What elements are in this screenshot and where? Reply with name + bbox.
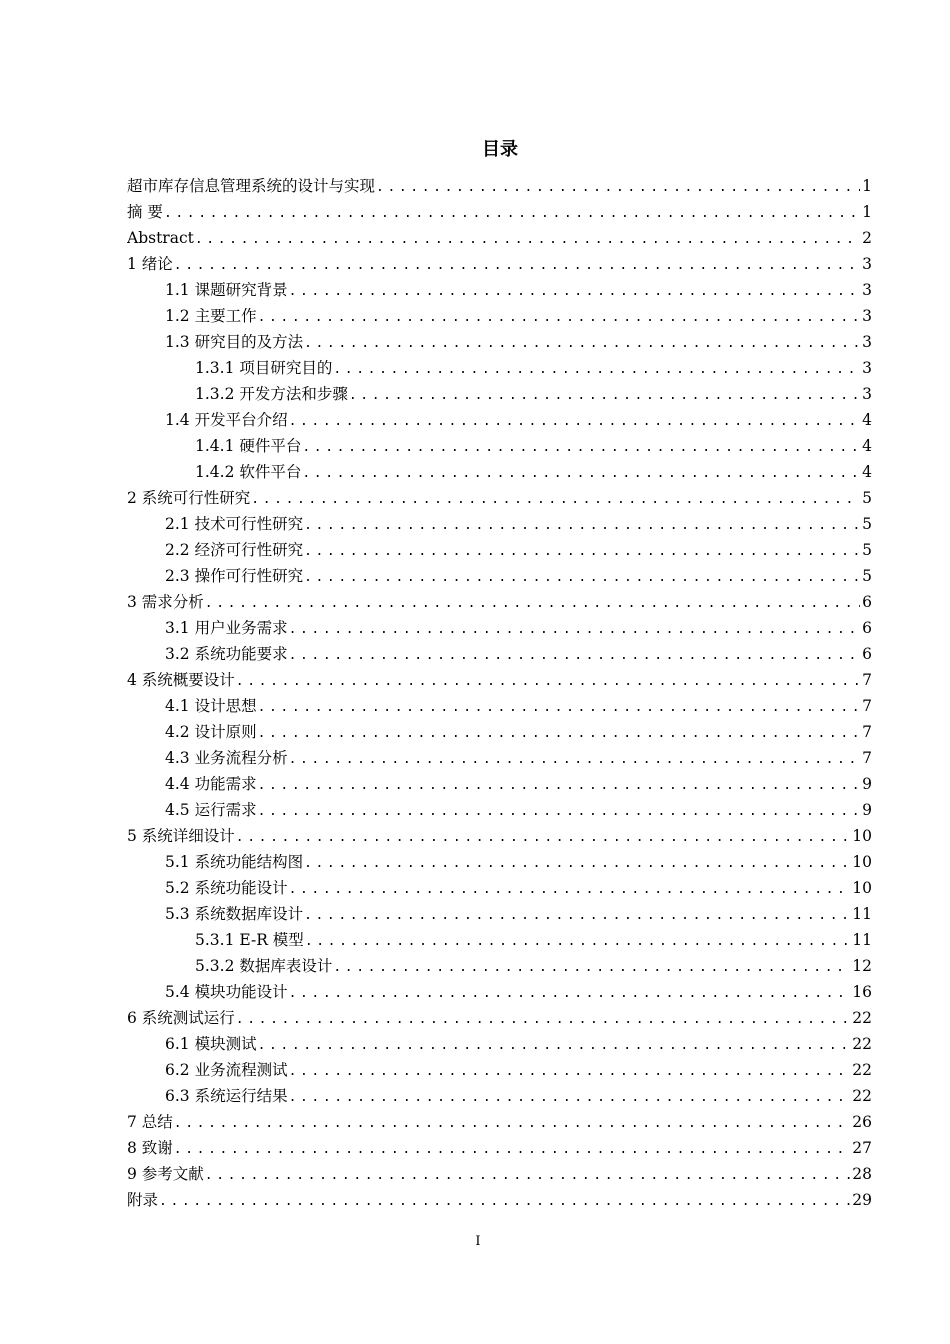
toc-dot-leader — [304, 513, 860, 537]
toc-entry-label: Abstract — [127, 229, 194, 247]
toc-dot-leader — [304, 331, 860, 355]
toc-entry[interactable] — [127, 277, 872, 303]
toc-dot-leader — [289, 643, 861, 667]
toc-entry[interactable] — [127, 173, 872, 199]
toc-entry-page: 27 — [852, 1139, 872, 1157]
toc-entry-page: 7 — [862, 697, 872, 715]
toc-entry-page: 7 — [862, 749, 872, 767]
toc-entry[interactable] — [127, 407, 872, 433]
toc-entry[interactable] — [127, 381, 872, 407]
toc-entry-page: 3 — [862, 385, 872, 403]
toc-dot-leader — [174, 1137, 850, 1161]
toc-dot-leader — [205, 591, 860, 615]
toc-entry-label: 5.4 模块功能设计 — [165, 983, 288, 1001]
toc-entry-page: 16 — [852, 983, 872, 1001]
toc-entry[interactable] — [127, 1187, 872, 1213]
toc-entry-label: 1.3 研究目的及方法 — [165, 333, 304, 351]
toc-title: 目录 — [482, 139, 518, 160]
toc-entry[interactable] — [127, 251, 872, 277]
toc-entry-page: 6 — [862, 593, 872, 611]
toc-dot-leader — [174, 253, 860, 277]
toc-entry[interactable] — [127, 849, 872, 875]
toc-dot-leader — [376, 175, 860, 199]
toc-entry[interactable] — [127, 563, 872, 589]
toc-dot-leader — [302, 435, 860, 459]
toc-dot-leader — [258, 695, 861, 719]
toc-dot-leader — [304, 539, 860, 563]
toc-entry-label: 8 致谢 — [127, 1139, 173, 1157]
toc-entry[interactable] — [127, 303, 872, 329]
toc-entry[interactable] — [127, 615, 872, 641]
toc-entry-page: 3 — [862, 255, 872, 273]
toc-entry-label: 3.2 系统功能要求 — [165, 645, 288, 663]
toc-entry-label: 1.4.2 软件平台 — [195, 463, 302, 481]
toc-entry-label: 2.2 经济可行性研究 — [165, 541, 304, 559]
toc-entry[interactable] — [127, 459, 872, 485]
toc-entry-label: 4.2 设计原则 — [165, 723, 257, 741]
toc-dot-leader — [289, 279, 861, 303]
toc-entry-page: 1 — [862, 203, 872, 221]
toc-entry-page: 4 — [862, 411, 872, 429]
toc-entry-label: 1.4.1 硬件平台 — [195, 437, 302, 455]
toc-dot-leader — [164, 201, 860, 225]
toc-entry-label: 附录 — [127, 1191, 159, 1209]
toc-dot-leader — [258, 1033, 851, 1057]
toc-entry-label: 6 系统测试运行 — [127, 1009, 235, 1027]
toc-entry-label: 5.1 系统功能结构图 — [165, 853, 304, 871]
toc-dot-leader — [333, 955, 850, 979]
toc-entry-page: 12 — [852, 957, 872, 975]
toc-entry-label: 2 系统可行性研究 — [127, 489, 251, 507]
toc-entry-page: 22 — [852, 1009, 872, 1027]
toc-dot-leader — [289, 747, 861, 771]
table-of-contents — [127, 173, 872, 1213]
toc-dot-leader — [159, 1189, 850, 1213]
toc-entry[interactable] — [127, 1031, 872, 1057]
toc-dot-leader — [236, 1007, 850, 1031]
toc-dot-leader — [258, 305, 861, 329]
toc-entry[interactable] — [127, 641, 872, 667]
toc-entry-label: 1 绪论 — [127, 255, 173, 273]
toc-entry-page: 9 — [862, 801, 872, 819]
toc-entry[interactable] — [127, 1005, 872, 1031]
toc-entry[interactable] — [127, 433, 872, 459]
toc-entry-label: 4.5 运行需求 — [165, 801, 257, 819]
toc-dot-leader — [251, 487, 860, 511]
toc-dot-leader — [289, 981, 851, 1005]
toc-entry-page: 4 — [862, 463, 872, 481]
toc-entry[interactable] — [127, 875, 872, 901]
toc-entry-label: 2.3 操作可行性研究 — [165, 567, 304, 585]
toc-dot-leader — [289, 877, 851, 901]
toc-entry-label: 1.1 课题研究背景 — [165, 281, 288, 299]
toc-dot-leader — [236, 669, 860, 693]
toc-dot-leader — [289, 409, 861, 433]
toc-entry-label: 1.3.1 项目研究目的 — [195, 359, 333, 377]
toc-entry[interactable] — [127, 1109, 872, 1135]
toc-dot-leader — [258, 799, 861, 823]
toc-entry-page: 3 — [862, 333, 872, 351]
toc-entry-page: 22 — [852, 1087, 872, 1105]
toc-entry-page: 11 — [852, 931, 872, 949]
toc-dot-leader — [304, 851, 850, 875]
toc-dot-leader — [305, 929, 850, 953]
toc-entry[interactable] — [127, 1083, 872, 1109]
toc-entry-label: 4.4 功能需求 — [165, 775, 257, 793]
toc-entry-page: 2 — [862, 229, 872, 247]
toc-entry-page: 11 — [852, 905, 872, 923]
toc-entry[interactable] — [127, 927, 872, 953]
toc-entry-page: 4 — [862, 437, 872, 455]
toc-entry[interactable] — [127, 199, 872, 225]
toc-entry-page: 29 — [852, 1191, 872, 1209]
toc-entry[interactable] — [127, 719, 872, 745]
toc-entry-label: 3 需求分析 — [127, 593, 204, 611]
toc-entry-label: 4 系统概要设计 — [127, 671, 235, 689]
toc-entry-label: 1.3.2 开发方法和步骤 — [195, 385, 348, 403]
toc-entry[interactable] — [127, 693, 872, 719]
toc-entry[interactable] — [127, 901, 872, 927]
toc-entry-page: 7 — [862, 671, 872, 689]
toc-entry-page: 22 — [852, 1061, 872, 1079]
toc-entry-label: 2.1 技术可行性研究 — [165, 515, 304, 533]
toc-entry-label: 5.3 系统数据库设计 — [165, 905, 304, 923]
toc-entry-label: 超市库存信息管理系统的设计与实现 — [127, 177, 376, 195]
toc-dot-leader — [289, 1085, 851, 1109]
toc-dot-leader — [205, 1163, 850, 1187]
toc-entry-page: 5 — [862, 489, 872, 507]
toc-dot-leader — [289, 1059, 851, 1083]
toc-dot-leader — [349, 383, 860, 407]
toc-entry[interactable] — [127, 1057, 872, 1083]
toc-entry-page: 5 — [862, 567, 872, 585]
toc-dot-leader — [195, 227, 860, 251]
toc-entry[interactable] — [127, 485, 872, 511]
toc-entry[interactable] — [127, 589, 872, 615]
toc-entry[interactable] — [127, 771, 872, 797]
toc-entry-label: 1.2 主要工作 — [165, 307, 257, 325]
toc-entry-label: 1.4 开发平台介绍 — [165, 411, 288, 429]
toc-entry-page: 10 — [852, 827, 872, 845]
toc-entry-label: 6.1 模块测试 — [165, 1035, 257, 1053]
toc-entry-label: 4.1 设计思想 — [165, 697, 257, 715]
toc-entry-label: 5.2 系统功能设计 — [165, 879, 288, 897]
toc-entry-label: 4.3 业务流程分析 — [165, 749, 288, 767]
toc-entry[interactable] — [127, 511, 872, 537]
toc-entry-label: 3.1 用户业务需求 — [165, 619, 288, 637]
toc-entry[interactable] — [127, 797, 872, 823]
toc-dot-leader — [304, 565, 860, 589]
toc-entry[interactable] — [127, 823, 872, 849]
toc-entry[interactable] — [127, 953, 872, 979]
toc-entry-page: 7 — [862, 723, 872, 741]
toc-entry-page: 3 — [862, 307, 872, 325]
toc-entry-page: 28 — [852, 1165, 872, 1183]
toc-entry[interactable] — [127, 1161, 872, 1187]
toc-dot-leader — [333, 357, 860, 381]
toc-entry-page: 22 — [852, 1035, 872, 1053]
toc-entry-page: 9 — [862, 775, 872, 793]
toc-dot-leader — [258, 773, 861, 797]
toc-dot-leader — [289, 617, 861, 641]
toc-dot-leader — [174, 1111, 850, 1135]
toc-entry-label: 5.3.2 数据库表设计 — [195, 957, 333, 975]
toc-dot-leader — [236, 825, 850, 849]
toc-dot-leader — [302, 461, 860, 485]
toc-entry[interactable] — [127, 355, 872, 381]
toc-entry-page: 5 — [862, 541, 872, 559]
page-number: I — [475, 1234, 481, 1249]
toc-dot-leader — [304, 903, 850, 927]
toc-entry[interactable] — [127, 537, 872, 563]
toc-entry-page: 5 — [862, 515, 872, 533]
toc-entry-page: 6 — [862, 645, 872, 663]
toc-entry[interactable] — [127, 1135, 872, 1161]
toc-dot-leader — [258, 721, 861, 745]
toc-entry-label: 9 参考文献 — [127, 1165, 204, 1183]
toc-entry-label: 6.2 业务流程测试 — [165, 1061, 288, 1079]
toc-entry-page: 6 — [862, 619, 872, 637]
toc-entry-label: 5 系统详细设计 — [127, 827, 235, 845]
toc-entry-label: 7 总结 — [127, 1113, 173, 1131]
toc-entry-label: 摘 要 — [127, 203, 163, 221]
toc-entry[interactable] — [127, 745, 872, 771]
toc-entry-page: 10 — [852, 853, 872, 871]
toc-entry-label: 6.3 系统运行结果 — [165, 1087, 288, 1105]
toc-entry[interactable] — [127, 667, 872, 693]
toc-entry[interactable] — [127, 225, 872, 251]
toc-entry-page: 3 — [862, 281, 872, 299]
toc-entry-page: 3 — [862, 359, 872, 377]
toc-entry[interactable] — [127, 979, 872, 1005]
toc-entry-page: 10 — [852, 879, 872, 897]
toc-entry-label: 5.3.1 E-R 模型 — [195, 931, 304, 949]
toc-entry-page: 1 — [862, 177, 872, 195]
toc-entry[interactable] — [127, 329, 872, 355]
toc-entry-page: 26 — [852, 1113, 872, 1131]
